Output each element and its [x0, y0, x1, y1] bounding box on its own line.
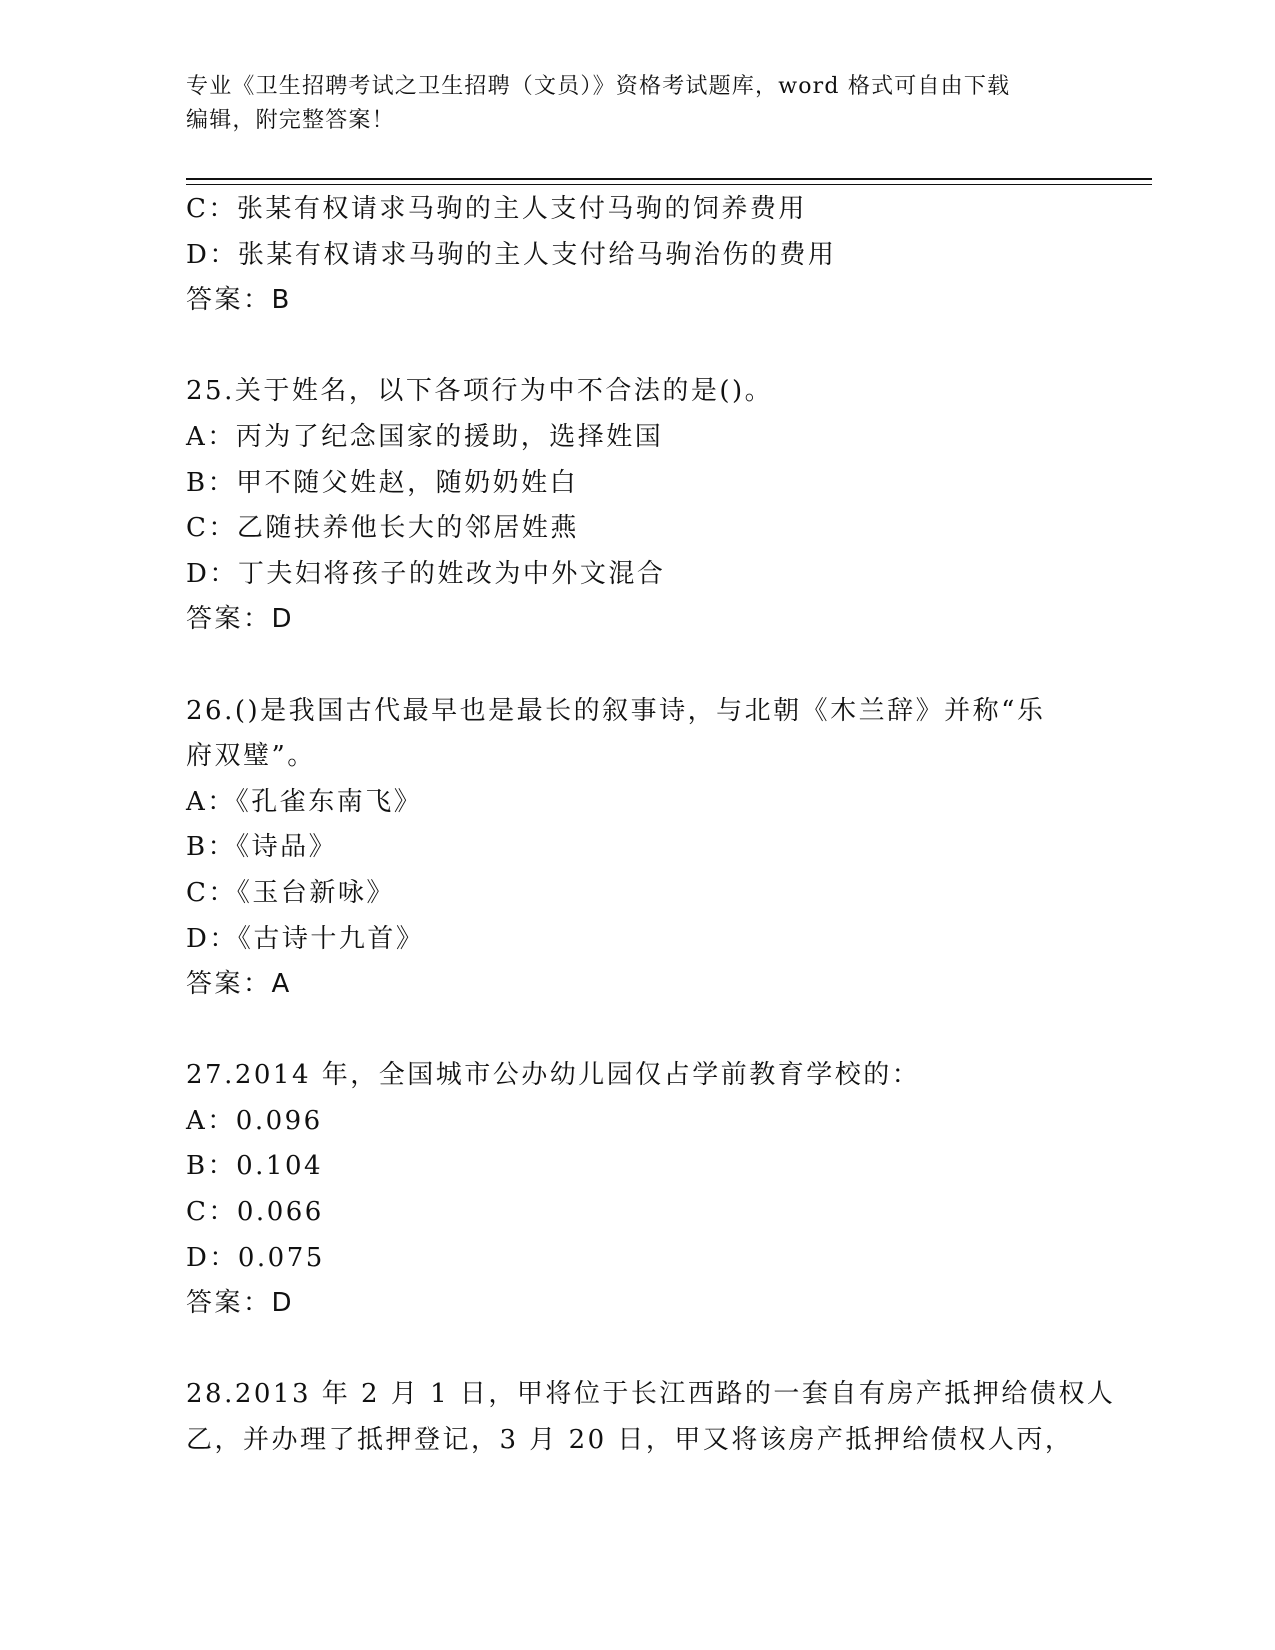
question-28 — [186, 1372, 1116, 1463]
option-a: A：0.096 — [186, 1105, 323, 1136]
option-b: B：甲不随父姓赵，随奶奶姓白 — [186, 467, 579, 498]
answer-line: 答案：D — [186, 604, 295, 635]
option-d: D：张某有权请求马驹的主人支付给马驹治伤的费用 — [186, 239, 837, 270]
option-d: D：0.075 — [186, 1242, 325, 1273]
answer-line: 答案：B — [186, 285, 292, 316]
question-stem: 25.关于姓名，以下各项行为中不合法的是()。 — [186, 376, 774, 407]
header-line-1: 专业《卫生招聘考试之卫生招聘（文员）》资格考试题库，word 格式可自由下载 — [186, 74, 1011, 99]
header-divider-thick — [186, 178, 1152, 180]
option-c: C：张某有权请求马驹的主人支付马驹的饲养费用 — [186, 194, 807, 224]
document-header — [186, 70, 1066, 138]
option-a: A：《孔雀东南飞》 — [186, 786, 423, 817]
question-stem: 28.2013 年 2 月 1 日，甲将位于长江西路的一套自有房产抵押给债权人 — [186, 1379, 1116, 1410]
question-27 — [186, 1053, 1086, 1327]
option-c: C：乙随扶养他长大的邻居姓燕 — [186, 513, 579, 544]
option-d: D：丁夫妇将孩子的姓改为中外文混合 — [186, 558, 666, 589]
option-a: A：丙为了纪念国家的援助，选择姓国 — [186, 421, 664, 452]
question-stem: 27.2014 年，全国城市公办幼儿园仅占学前教育学校的： — [186, 1060, 921, 1091]
question-stem-continued: 府双璧”。 — [186, 741, 316, 772]
question-stem-continued: 乙，并办理了抵押登记，3 月 20 日，甲又将该房产抵押给债权人丙， — [186, 1425, 1074, 1456]
option-c: C：0.066 — [186, 1197, 324, 1228]
header-line-2: 编辑，附完整答案！ — [186, 108, 395, 133]
question-stem: 26.()是我国古代最早也是最长的叙事诗，与北朝《木兰辞》并称“乐 — [186, 695, 1046, 726]
answer-line: 答案：A — [186, 969, 292, 1000]
option-b: B：《诗品》 — [186, 832, 338, 863]
question-list — [186, 187, 1116, 1464]
question-26 — [186, 689, 1086, 1008]
option-c: C：《玉台新咏》 — [186, 877, 395, 908]
option-b: B：0.104 — [186, 1151, 324, 1182]
header-divider-thin — [186, 184, 1152, 185]
question-25 — [186, 369, 1086, 643]
answer-line: 答案：D — [186, 1288, 295, 1319]
previous-question — [186, 187, 1086, 324]
option-d: D：《古诗十九首》 — [186, 923, 425, 954]
